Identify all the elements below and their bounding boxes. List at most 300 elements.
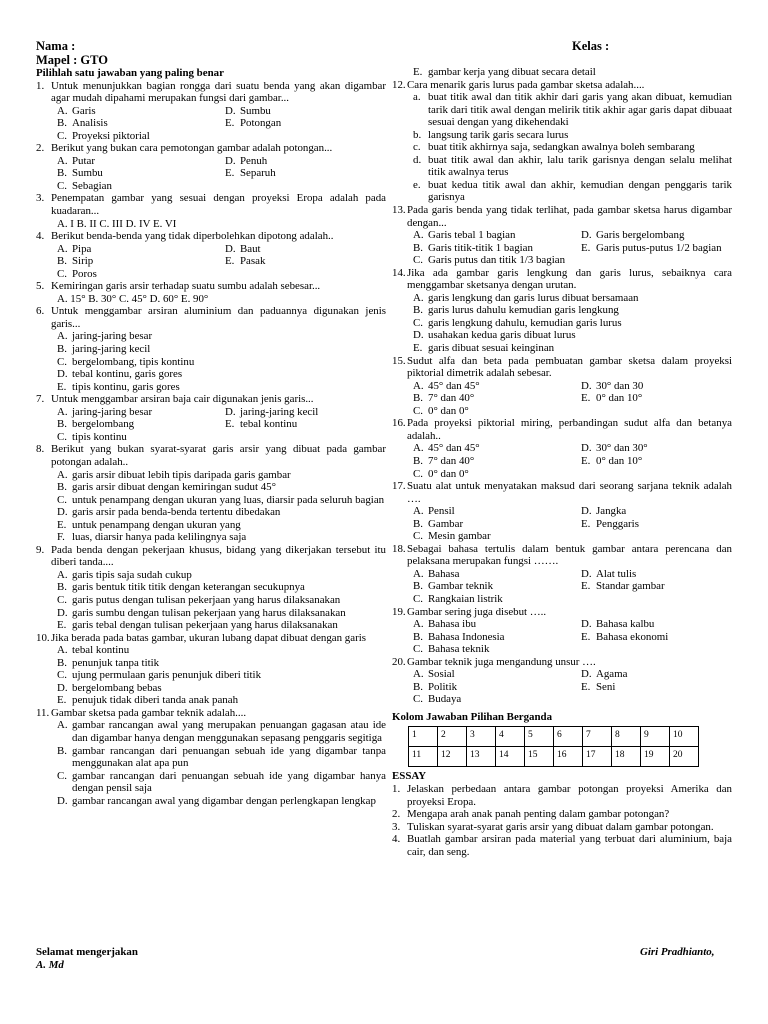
answer-cell: 8 [612, 727, 641, 747]
option-text: Sebagian [72, 179, 112, 192]
option-item [581, 455, 732, 468]
question-item [392, 204, 732, 267]
right-column [392, 0, 732, 858]
closing-text: Selamat mengerjakan [36, 946, 138, 958]
option-label: B. [413, 630, 423, 643]
options-list [407, 668, 732, 706]
answer-table [408, 726, 699, 767]
option-item [57, 431, 225, 444]
option-label: D. [581, 505, 592, 518]
option-text: gambar rancangan awal yang digambar dengan perlengkapan lengkap [72, 794, 376, 807]
options-list [407, 91, 732, 204]
option-label: E. [581, 517, 591, 530]
option-text: 0° dan 10° [596, 454, 643, 467]
question-text: Berikut yang bukan cara pemotongan gambar adalah potongan... [51, 142, 333, 155]
answer-cell: 4 [496, 727, 525, 747]
option-text: Pasak [240, 255, 266, 268]
option-label: A. [413, 291, 424, 304]
question-item [392, 66, 732, 79]
option-item [413, 179, 732, 204]
option-item [581, 580, 732, 593]
option-label: C. [413, 254, 423, 267]
question-number: 19. [392, 605, 406, 618]
question-item [36, 230, 386, 280]
option-item [413, 405, 581, 418]
option-item [413, 304, 732, 317]
option-item [57, 243, 225, 256]
essay-number: 2. [392, 808, 401, 821]
essay-list [392, 783, 732, 858]
option-label: B. [57, 581, 67, 594]
option-label: B. [57, 117, 67, 130]
option-text: 7° dan 40° [428, 392, 475, 405]
question-number: 16. [392, 417, 406, 430]
author-title: A. Md [36, 959, 64, 971]
question-number: 8. [36, 443, 45, 456]
option-text: garis arsir dibuat dengan kemiringan sudut 45° [72, 481, 276, 494]
option-item [413, 229, 581, 242]
question-item [36, 192, 386, 230]
option-label: A. [57, 104, 68, 117]
option-label: B. [413, 241, 423, 254]
option-text: buat titik awal dan akhir, lalu tarik garisnya dengan selalu melihat titik awalnya terus [428, 153, 732, 179]
essay-title: ESSAY [392, 770, 427, 783]
option-label: A. [57, 405, 68, 418]
option-label: B. [413, 517, 423, 530]
option-text: penunjuk tanpa titik [72, 656, 160, 669]
answer-cell: 20 [670, 747, 699, 767]
option-text: Alat tulis [596, 567, 637, 580]
option-text: Bahasa ekonomi [596, 630, 669, 643]
answer-cell: 6 [554, 727, 583, 747]
question-number: 4. [36, 230, 45, 243]
question-item [36, 707, 386, 807]
option-label: C. [413, 404, 423, 417]
option-item [57, 519, 386, 532]
option-label: D. [57, 681, 68, 694]
option-item [57, 644, 386, 657]
option-text: ujung permulaan garis penunjuk diberi titik [72, 669, 262, 682]
option-text: 7° dan 40° [428, 454, 475, 467]
option-item [57, 418, 225, 431]
question-item [36, 142, 386, 192]
option-item [413, 455, 581, 468]
answer-cell: 9 [641, 727, 670, 747]
option-item [413, 468, 581, 481]
option-text: Separuh [240, 167, 276, 180]
instruction-text: Pilihlah satu jawaban yang paling benar [36, 67, 224, 79]
option-text: bergelombang [72, 418, 135, 431]
question-number: 2. [36, 142, 45, 155]
option-item [413, 329, 732, 342]
option-label: A. [413, 567, 424, 580]
option-item [413, 505, 581, 518]
question-text: Gambar sering juga disebut ….. [407, 605, 547, 618]
option-text: garis putus dengan tulisan pekerjaan yang harus dilaksanakan [72, 593, 341, 606]
option-label: C. [413, 530, 423, 543]
option-item [413, 668, 581, 681]
question-number: 17. [392, 480, 406, 493]
option-text: garis dibuat sesuai keinginan [428, 342, 555, 355]
option-label: A. [57, 242, 68, 255]
options-list [407, 380, 732, 418]
option-item [225, 155, 386, 168]
answer-cell: 5 [525, 727, 554, 747]
option-item [57, 682, 386, 695]
option-label: A. [57, 330, 68, 343]
option-text: gambar rancangan dari penuangan sebuah ide yang digambar tanpa menggunakan alat apa pun [72, 744, 386, 770]
essay-item [392, 833, 732, 858]
option-label: B. [57, 481, 67, 494]
option-text: gambar rancangan awal yang merupakan penuangan gagasan atau ide dan digambar hanya dengan menggunakan sepasang penggaris segitiga [72, 719, 386, 744]
option-label: D. [581, 668, 592, 681]
option-label: D. [581, 229, 592, 242]
option-text: Standar gambar [596, 580, 665, 593]
questions-right [392, 66, 732, 706]
option-label: B. [413, 454, 423, 467]
answer-cell: 18 [612, 747, 641, 767]
option-text: Analisis [72, 117, 108, 130]
option-label: D. [581, 442, 592, 455]
options-list [51, 719, 386, 807]
question-text: Cara menarik garis lurus pada gambar sketsa adalah.... [407, 78, 645, 91]
option-label: E. [581, 580, 591, 593]
option-item [413, 129, 732, 142]
option-item [225, 105, 386, 118]
option-item [57, 494, 386, 507]
options-list [51, 243, 386, 281]
option-label: B. [57, 744, 67, 757]
option-label: C. [57, 129, 67, 142]
option-text: Garis putus dan titik 1/3 bagian [428, 254, 566, 267]
question-number: 13. [392, 204, 406, 217]
option-item [413, 580, 581, 593]
option-item [581, 380, 732, 393]
option-label: D. [57, 606, 68, 619]
subject-label: Mapel : GTO [36, 53, 108, 67]
question-number: 10. [36, 631, 50, 644]
option-label: E. [581, 454, 591, 467]
question-number: 11. [36, 706, 50, 719]
option-item [57, 368, 386, 381]
answer-cell: 2 [438, 727, 467, 747]
answer-cell: 1 [409, 727, 438, 747]
option-label: C. [57, 267, 67, 280]
answer-table-row [409, 727, 699, 747]
options-inline: A. 15° B. 30° C. 45° D. 60° E. 90° [57, 292, 209, 305]
option-text: tebal kontinu [72, 644, 130, 657]
option-label: B. [413, 304, 423, 317]
option-text: Bahasa kalbu [596, 618, 655, 631]
option-text: 0° dan 10° [596, 392, 643, 405]
question-item [36, 632, 386, 707]
answer-cell: 13 [467, 747, 496, 767]
option-item [581, 505, 732, 518]
question-text: Suatu alat untuk menyatakan maksud dari seorang sarjana teknik adalah …. [407, 480, 732, 505]
question-item [392, 267, 732, 355]
questions-left [36, 80, 386, 808]
option-label: C. [57, 355, 67, 368]
option-text: Agama [596, 668, 628, 681]
answer-cell: 17 [583, 747, 612, 767]
options-list [407, 229, 732, 267]
option-label: e. [413, 178, 421, 191]
question-text: Berikut yang bukan syarat-syarat garis arsir yang dibuat pada gambar potongan adalah.. [51, 443, 386, 468]
option-text: garis arsir dibuat lebih tipis daripada garis gambar [72, 468, 291, 481]
option-text: garis bentuk titik titik dengan keterangan secukupnya [72, 581, 305, 594]
question-text: Jika ada gambar garis lengkung dan garis lurus, sebaiknya cara menggambar sketsanya dengan urutan. [407, 266, 732, 292]
option-item [57, 117, 225, 130]
option-item [57, 268, 225, 281]
option-text: Pipa [72, 242, 92, 255]
option-item [581, 518, 732, 531]
question-text: Pada proyeksi piktorial miring, perbandingan sudut alfa dan betanya adalah.. [407, 417, 732, 442]
option-text: garis arsir pada benda-benda tertentu dibedakan [72, 506, 281, 519]
option-text: Putar [72, 154, 95, 167]
option-item [581, 242, 732, 255]
question-number: 18. [392, 542, 406, 555]
question-text: Pada benda dengan pekerjaan khusus, bidang yang dikerjakan tersebut itu diberi tanda.... [51, 543, 386, 569]
option-text: 45° dan 45° [428, 379, 480, 392]
option-item [413, 530, 581, 543]
option-label: C. [57, 593, 67, 606]
option-label: E. [581, 392, 591, 405]
options-list [51, 330, 386, 393]
option-label: E. [225, 167, 235, 180]
option-label: E. [57, 518, 67, 531]
option-label: C. [413, 643, 423, 656]
option-label: D. [225, 242, 236, 255]
essay-text: Buatlah gambar arsiran pada material yang terbuat dari aluminium, baja cair, dan seng. [407, 833, 732, 858]
question-number: 1. [36, 79, 45, 92]
option-text: Bahasa teknik [428, 643, 490, 656]
option-text: 0° dan 0° [428, 404, 469, 417]
question-item [36, 393, 386, 443]
option-text: jaring-jaring besar [72, 330, 153, 343]
option-text: 30° dan 30° [596, 442, 648, 455]
option-item [413, 91, 732, 129]
option-label: A. [413, 229, 424, 242]
question-item [36, 305, 386, 393]
question-item [392, 480, 732, 543]
option-item [413, 631, 581, 644]
option-item [57, 330, 386, 343]
option-label: C. [57, 669, 67, 682]
question-text: Gambar teknik juga mengandung unsur …. [407, 655, 596, 668]
question-item [36, 544, 386, 632]
answer-cell: 15 [525, 747, 554, 767]
option-label: D. [57, 368, 68, 381]
answer-cell: 10 [670, 727, 699, 747]
option-label: D. [413, 329, 424, 342]
option-text: 45° dan 45° [428, 442, 480, 455]
answer-cell: 7 [583, 727, 612, 747]
essay-number: 1. [392, 782, 401, 795]
option-text: garis lengkung dan garis lurus dibuat bersamaan [428, 291, 639, 304]
question-text: Berikut benda-benda yang tidak diperbolehkan dipotong adalah.. [51, 230, 334, 243]
option-label: F. [57, 531, 65, 544]
option-item [57, 531, 386, 544]
option-label: B. [413, 680, 423, 693]
essay-item [392, 783, 732, 808]
option-item [57, 381, 386, 394]
option-item [413, 141, 732, 154]
question-number: 9. [36, 543, 45, 556]
options-list [51, 569, 386, 632]
answer-table-row [409, 747, 699, 767]
answer-cell: 19 [641, 747, 670, 767]
question-item [392, 355, 732, 418]
question-text: Sudut alfa dan beta pada pembuatan gambar sketsa dalam proyeksi piktorial dimetrik adalah sebesar. [407, 354, 732, 380]
option-item [413, 643, 581, 656]
option-item [581, 442, 732, 455]
option-text: gambar kerja yang dibuat secara detail [428, 66, 596, 78]
option-item [57, 594, 386, 607]
question-text: Pada garis benda yang tidak terlihat, pada gambar sketsa harus digambar dengan... [407, 204, 732, 229]
question-number: 5. [36, 280, 45, 293]
question-number: 3. [36, 192, 45, 205]
option-item [57, 255, 225, 268]
option-label: A. [413, 505, 424, 518]
option-item [57, 569, 386, 582]
option-text: untuk penampang dengan ukuran yang [72, 518, 241, 531]
option-label: B. [413, 580, 423, 593]
option-item [57, 105, 225, 118]
option-text: Garis tebal 1 bagian [428, 229, 516, 242]
option-text: Garis titik-titik 1 bagian [428, 241, 533, 254]
option-text: Gambar [428, 517, 464, 530]
question-text: Penempatan gambar yang sesuai dengan proyeksi Eropa adalah pada kuadaran... [51, 192, 386, 218]
option-item [57, 155, 225, 168]
option-text: Poros [72, 267, 97, 280]
option-label: D. [57, 506, 68, 519]
option-text: Sirip [72, 255, 94, 268]
option-text: garis tipis saja sudah cukup [72, 568, 192, 581]
option-item [57, 506, 386, 519]
option-item [57, 795, 386, 808]
option-label: d. [413, 153, 422, 166]
answer-cell: 12 [438, 747, 467, 767]
essay-text: Jelaskan perbedaan antara gambar potongan proyeksi Amerika dan proyeksi Eropa. [407, 782, 732, 808]
option-item [225, 418, 386, 431]
option-text: jaring-jaring kecil [72, 343, 151, 356]
class-label: Kelas : [572, 39, 610, 53]
question-text: Untuk menggambar arsiran baja cair digunakan jenis garis... [51, 393, 314, 406]
left-column [36, 0, 386, 807]
option-label: C. [57, 430, 67, 443]
question-item [392, 656, 732, 706]
option-text: luas, diarsir hanya pada kelilingnya saja [72, 531, 247, 544]
question-item [36, 443, 386, 543]
option-label: B. [57, 418, 67, 431]
option-label: C. [413, 467, 423, 480]
option-item [413, 380, 581, 393]
option-label: E. [581, 630, 591, 643]
option-label: C. [57, 179, 67, 192]
option-text: Rangkaian listrik [428, 592, 503, 605]
option-label: c. [413, 141, 421, 154]
option-item [57, 167, 225, 180]
option-label: b. [413, 128, 422, 141]
option-label: C. [57, 769, 67, 782]
option-item [57, 719, 386, 744]
question-item [36, 280, 386, 305]
option-text: gambar rancangan dari penuangan sebuah ide yang digambar hanya dengan pensil saja [72, 769, 386, 795]
option-text: Jangka [596, 505, 627, 518]
option-text: Seni [596, 680, 616, 693]
question-text: Untuk menggambar arsiran aluminium dan paduannya digunakan jenis garis... [51, 305, 386, 330]
option-text: penujuk tidak diberi tanda anak panah [72, 694, 239, 707]
option-label: D. [581, 567, 592, 580]
question-number: 7. [36, 393, 45, 406]
option-item [581, 631, 732, 644]
question-text: Jika berada pada batas gambar, ukuran lubang dapat dibuat dengan garis [51, 631, 366, 644]
option-label: D. [581, 618, 592, 631]
option-label: D. [225, 405, 236, 418]
option-item [413, 342, 732, 355]
question-item [392, 417, 732, 480]
option-text: tebal kontinu [240, 418, 298, 431]
option-label: E. [413, 66, 423, 78]
option-item [581, 229, 732, 242]
options-list [407, 292, 732, 355]
option-label: A. [57, 154, 68, 167]
option-text: usahakan kedua garis dibuat lurus [428, 329, 576, 342]
option-label: E. [57, 694, 67, 707]
option-item [57, 607, 386, 620]
option-label: C. [413, 592, 423, 605]
option-text: untuk penampang dengan ukuran yang luas, diarsir pada seluruh bagian [72, 493, 385, 506]
option-label: E. [581, 241, 591, 254]
option-text: Budaya [428, 693, 462, 706]
option-item [581, 392, 732, 405]
option-label: D. [57, 794, 68, 807]
option-text: Politik [428, 680, 458, 693]
essay-item [392, 821, 732, 834]
option-text: buat kedua titik awal dan akhir, kemudian dengan penggaris tarik garisnya [428, 178, 732, 204]
essay-number: 3. [392, 820, 401, 833]
option-text: Sumbu [72, 167, 103, 180]
answer-cell: 16 [554, 747, 583, 767]
option-item [225, 406, 386, 419]
option-text: Mesin gambar [428, 530, 491, 543]
option-label: A. [413, 668, 424, 681]
option-item [225, 255, 386, 268]
option-text: 30° dan 30 [596, 379, 644, 392]
essay-number: 4. [392, 833, 401, 846]
option-label: A. [413, 618, 424, 631]
option-text: tipis kontinu, garis gores [72, 380, 180, 393]
options-list [51, 469, 386, 544]
option-item [57, 343, 386, 356]
option-item [57, 745, 386, 770]
option-text: bergelombang, tipis kontinu [72, 355, 195, 368]
option-item [57, 180, 225, 193]
option-label: E. [225, 418, 235, 431]
option-item [57, 619, 386, 632]
option-label: A. [57, 468, 68, 481]
option-label: A. [413, 442, 424, 455]
option-item [413, 442, 581, 455]
option-item [413, 568, 581, 581]
option-text: Bahasa ibu [428, 618, 477, 631]
option-label: E. [225, 117, 235, 130]
option-item [57, 469, 386, 482]
option-label: B. [57, 343, 67, 356]
question-number: 15. [392, 354, 406, 367]
name-label: Nama : [36, 39, 76, 53]
option-item [581, 618, 732, 631]
